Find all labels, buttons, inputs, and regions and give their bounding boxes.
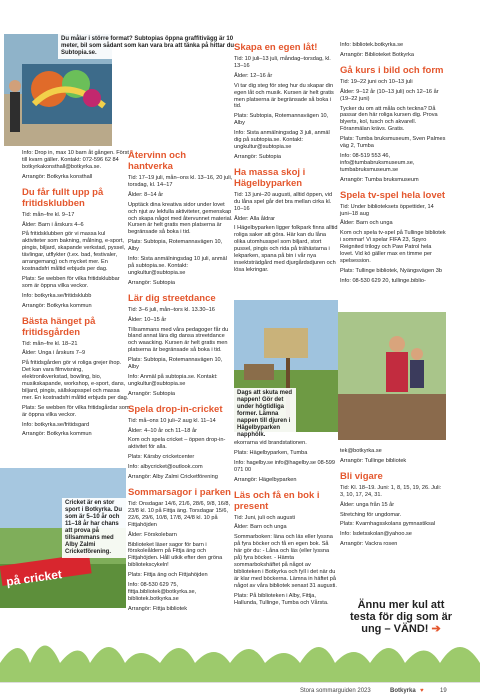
article-paragraph: Stretching för ungdomar. (340, 511, 402, 518)
article-paragraph: Plats: Tumba bruksmuseum, Sven Palmes väg 2, Tumba (340, 136, 446, 150)
article-section (340, 42, 446, 59)
article-paragraph: Ålder: unga från 15 år (340, 501, 395, 508)
article-section (128, 404, 233, 481)
article-paragraph: Arrangör: Vackra rosen (340, 541, 398, 548)
article-paragraph: Kom och spela cricket – öppen drop-in-aktivitet för alla. (128, 437, 226, 451)
article-section (128, 487, 233, 613)
article-paragraph: Kom och spela tv-spel på Tullinge bibliotek i sommar! Vi spelar FIFA 23, Spyro Reignited trilogy och Paw Patrol hela lovet. Vid kö gäller max en timme per spelsession. (340, 230, 446, 264)
article-paragraph: Arrangör: Botkyrka kommun (22, 302, 92, 309)
article-section (22, 150, 130, 181)
article-paragraph: tek@botkyrka.se (340, 448, 382, 454)
article-paragraph: ekorrarna vid brandstationen. (234, 440, 307, 446)
article-paragraph: Tid: Kl. 18–19. Juni: 1, 8, 15, 19, 26. Juli: 3, 10, 17, 24, 31. (340, 484, 442, 498)
article-section (340, 65, 446, 184)
article-paragraph: Tid: mån–fre kl. 9–17 (22, 211, 75, 218)
article-paragraph: Info: bibliotek.botkyrka.se (340, 42, 404, 48)
article-paragraph: Arrangör: Biblioteket Botkyrka (340, 51, 414, 58)
article-heading: Spela tv-spel hela lovet (340, 189, 446, 201)
column-4 (340, 42, 446, 291)
promo-label: Ännu mer kul att testa för dig som är ung – VÄND! (349, 599, 453, 635)
article-paragraph: Ålder: 12–16 år (234, 72, 273, 79)
article-paragraph: Arrangör: Alby Zalmi Cricketförening (128, 474, 218, 481)
article-paragraph: Ålder: Unga i årskurs 7–9 (22, 350, 86, 357)
cricket-caption: Cricket är en stor sport i Botkyrka. Du som är 5–10 år och 11–18 år har chans att prova på tillsammans med Alby Zalmi Cricketförening. (62, 498, 128, 558)
article-paragraph: Plats: Tullinge bibliotek, Nyängsvägen 3b (340, 267, 442, 274)
outdoor-caption: Dags att skuta med nappen! Gör det under högtidliga former. Lämna nappen till djuren i Hägelbyparken napphölk. (234, 388, 296, 441)
article-heading: Bästa hänget på fritidsgården (22, 315, 96, 338)
graffiti-caption: Du målar i större format? Subtopias öppna graffitivägg är 10 meter, bil som sådant som kan vara bra att tänka på hittar du Subtopia.se. (58, 34, 249, 59)
article-paragraph: Tid: 19–22 juni och 10–13 juli (340, 78, 413, 85)
cricket-banner-text: på cricket (5, 567, 63, 589)
article-section (22, 316, 130, 439)
column-4-cont (340, 448, 446, 554)
article-section (234, 440, 338, 484)
article-section (128, 150, 233, 287)
article-paragraph: Info: Anmäl på subtopia.se. Kontakt: ungkultur@subtopia.se (128, 373, 218, 387)
article-heading: Läs och få en bok i present (234, 489, 320, 512)
article-paragraph: Plats: Kärsby cricketcenter (128, 454, 195, 461)
article-paragraph: På fritidsgården gör vi roliga grejer ihop. Det kan vara filmvisning, elektronikverkstad, bowling, bio, musikskapande, workshop, e-sport, dans, biljard, pingis, sällskapsspel och massa mer. En kostnadsfri måltid erbjuds per dag. (22, 360, 129, 401)
article-heading: Gå kurs i bild och form (340, 64, 444, 76)
article-paragraph: Sommarboken: läna och läs eller lyssna på fyra böcker och få en egen bok. Så här gör du: - Låna och läs (eller lyssna på) fyra böcker. - Hämta sommarbokshäftet på något av biblioteken i Botkyrka och fyll i det när du är klar med böckerna. Lämna in häftet på något av våra bibliotek senast 31 augusti. (234, 534, 337, 589)
article-heading: Återvinn och hantverka (128, 150, 187, 172)
article-paragraph: Tid: mån–fre kl. 18–21 (22, 340, 78, 347)
article-paragraph: Info: Sista anmälningsdag 3 juli, anmäl dig på subtopia.se. Kontakt: ungkultur@subtopia.se (234, 130, 330, 150)
article-paragraph: Plats: Subtopia, Rotemannavägen 10, Alby (128, 239, 223, 253)
article-section (234, 42, 338, 161)
article-paragraph: Info: albycricket@outlook.com (128, 464, 203, 471)
article-heading: Lär dig streetdance (128, 292, 216, 304)
article-paragraph: Ålder: 10–15 år (128, 316, 167, 323)
article-paragraph: Plats: Kvarnhagsskolans gymnastiksal (340, 521, 436, 528)
article-section (22, 187, 130, 310)
promo-text (346, 599, 456, 635)
column-3 (234, 42, 338, 280)
article-paragraph: Plats: På biblioteken i Alby, Fittja, Hallunda, Tullinge, Tumba och Vårsta. (234, 592, 329, 606)
article-paragraph: Arrangör: Botkyrka kommun (22, 431, 92, 438)
article-paragraph: Tycker du om att måla och teckna? Då passar den här roliga kursen dig. Prova blyerts, kol, tusch och akvarell. Föranmälan krävs. Gratis. (340, 105, 438, 133)
article-paragraph: Upptäck dina kreativa sidor under lovet och njut av lekfulla aktiviteter, gemenskap och skapa något med återvunnet material. Kursen är helt gratis men platserna är begränsade så boka i tid. (128, 201, 233, 236)
article-paragraph: Info: Isdetsskolan@yahoo.se (340, 531, 412, 538)
article-paragraph: Tid: Juni, juli och augusti (234, 514, 296, 521)
article-paragraph: Tid: må–ons 10 juli–2 aug kl. 11–14 (128, 417, 216, 424)
article-paragraph: På fritidsklubben gör vi massa kul aktiviteter som bakning, målning, e-sport, pingis, biljard, skapande verkstad, pyssel, tävlingar, utflykter (t.ex. bad, festivaler, arrangemang) och mycket mer. En kostnadsfri måltid erbjuds per dag. (22, 231, 126, 272)
article-paragraph: Vi tar dig steg för steg hur du skapar din egen låt och musik. Kursen är helt gratis men platserna är begränsade så boka i tid. (234, 82, 334, 110)
footer-title: Stora sommarguiden 2023 (300, 688, 371, 694)
article-paragraph: Info: 08-519 553 46, info@tumbabruksmuseum.se, tumbabruksmuseum.se (340, 152, 415, 173)
article-paragraph: Ålder: Barn och unga (234, 524, 287, 531)
page-number: 19 (440, 688, 447, 694)
children-photo (338, 312, 446, 440)
article-paragraph: Arrangör: Subtopia (234, 153, 281, 160)
article-paragraph: Ålder: Barn i årskurs 4–6 (22, 221, 84, 228)
article-paragraph: Plats: Subtopia, Rotemannavägen 10, Alby (234, 113, 329, 127)
article-paragraph: Tid: Under biblioteksets öppettider, 14 juni–18 aug (340, 203, 434, 217)
article-paragraph: Info: 08-530 629 75, fittja.bibliotek@botkyrka.se, bibliotek.botkyrka.se (128, 582, 197, 602)
article-paragraph: Arrangör: Fittja bibliotek (128, 605, 188, 612)
article-section (234, 490, 338, 607)
article-paragraph: Ålder: 4–10 år och 11–18 år (128, 427, 197, 434)
article-heading: Spela drop-in-cricket (128, 403, 223, 415)
article-heading: Sommarsagor i parken (128, 487, 231, 498)
article-section (234, 167, 338, 274)
article-paragraph: Info: botkyrka.se/fritidsklubb (22, 292, 92, 299)
article-paragraph: Plats: Subtopia, Rotemannavägen 10, Alby (128, 357, 223, 371)
article-paragraph: Info: Drop in, max 10 barn åt gången. Först till kvarn gäller. Kontakt: 072-596 62 84 botkyrkakonsthall@botkyrka.se. (22, 150, 129, 170)
article-paragraph: Tid: 3–6 juli, mån–tors kl. 13.30–16 (128, 306, 215, 313)
arrow-right-icon: ➔ (431, 623, 441, 635)
article-paragraph: Ålder: 9–12 år (10–13 juli) och 12–16 år (19–22 juni) (340, 88, 439, 102)
article-paragraph: Tid: Onsdagar 14/6, 21/6, 28/6, 9/8, 16/8, 23/8 kl. 10 på Fittja äng. Torsdagar 15/6, 22/6, 29/6, 10/8, 17/8, 24/8 kl. 10 på Fittjahöjden (128, 501, 231, 528)
article-paragraph: Tillsammans med våra pedagoger får du bland annat lära dig dansa streetdance och waacking. Kursen är helt gratis men platserna är begränsade så boka i tid. (128, 326, 229, 354)
heart-icon: ♥ (420, 688, 424, 694)
article-paragraph: Arrangör: Botkyrka konsthall (22, 173, 93, 180)
article-paragraph: Info: 08-530 629 20, tullinge.biblio- (340, 277, 426, 284)
column-2 (128, 150, 233, 619)
article-paragraph: Arrangör: Hägelbyparken (234, 476, 297, 483)
article-paragraph: Info: botkyrka.se/fritidsgard (22, 421, 90, 428)
article-section (128, 293, 233, 398)
article-paragraph: Plats: Fittja äng och Fittjahöjden (128, 572, 208, 579)
article-paragraph: Ålder: Barn och unga (340, 220, 393, 227)
article-paragraph: Ålder: Alla åldrar (234, 215, 276, 222)
article-paragraph: Plats: Se webben för vilka fritidsgårdar som är öppna vilka veckor. (22, 404, 130, 418)
article-heading: Skapa en egen låt! (234, 42, 318, 53)
article-paragraph: Ålder: Förskolebarn (128, 531, 177, 538)
article-paragraph: I Hägelbyparken ligger folkpark finns alltid roliga saker att göra. Här kan du låna olika utomhusspel som biljard, stort pussel, pingis och rida på trähästarna i lekparken, spana på bin i vår nya insektsträdgård med djurgårdsdjuren och lösa lekringar. (234, 225, 338, 273)
article-paragraph: Arrangör: Subtopia (128, 279, 175, 286)
article-heading: Bli vigare (340, 470, 383, 482)
footer (0, 682, 480, 699)
article-section (340, 190, 446, 285)
article-paragraph: Info: hagelby.se info@hagelby.se 08-599 071 00 (234, 459, 335, 473)
article-paragraph: Tid: 10 juli–13 juli, måndag–torsdag, kl. 13–16 (234, 56, 331, 69)
article-paragraph: Arrangör: Tullinge bibliotek (340, 457, 407, 464)
article-paragraph: Plats: Hägelbyparken, Tumba (234, 449, 308, 456)
footer-brand: Botkyrka (390, 688, 416, 694)
article-section (340, 448, 446, 465)
article-paragraph: Arrangör: Tumba bruksmuseum (340, 176, 419, 183)
article-paragraph: Tid: 13 juni–20 augusti, alltid öppen, vid du låna spel går det bra mellan cirka kl. 10–16 (234, 191, 333, 212)
column-1 (22, 150, 130, 444)
article-paragraph: Plats: Se webben för vilka fritidsklubbar som är öppna vilka veckor. (22, 275, 120, 289)
article-paragraph: Biblioteket läser sagor för barn i förskoleåldern på Fittja äng och Fittjahöjden. Håll utkik efter den gröna bibliotekscykeln! (128, 541, 223, 569)
article-heading: Ha massa skoj i Hägelbyparken (234, 166, 306, 189)
column-3-cont (234, 440, 338, 612)
article-paragraph: Ålder: 8–14 år (128, 191, 164, 198)
article-heading: Du får fullt upp på fritidsklubben (22, 186, 104, 209)
article-section (340, 471, 446, 548)
article-paragraph: Info: Sista anmälningsdag 10 juli, anmäl på subtopia.se. Kontakt: ungkultur@subtopia.se (128, 256, 227, 276)
article-paragraph: Arrangör: Subtopia (128, 390, 175, 397)
article-paragraph: Tid: 17–19 juli, mån–ons kl. 13–16, 20 juli, torsdag, kl. 14–17 (128, 175, 233, 188)
